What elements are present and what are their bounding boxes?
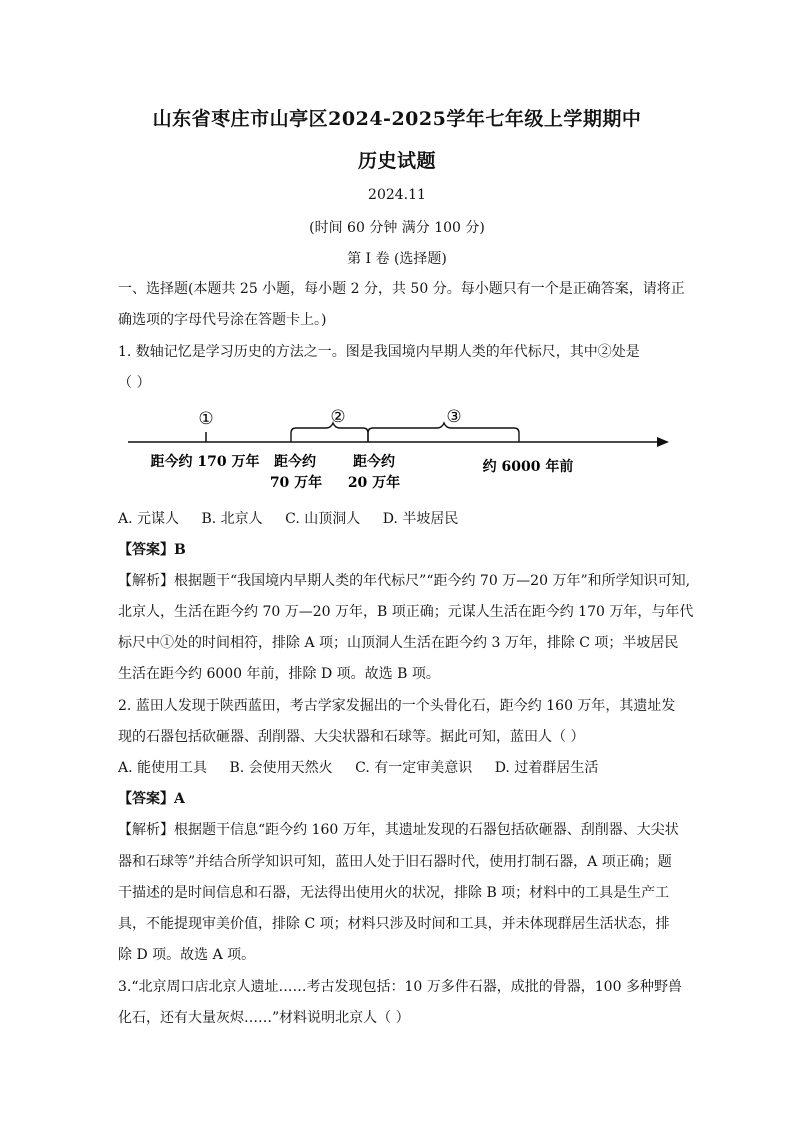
q1-timeline [0,395,794,495]
q1-analysis-4: 生活在距今约 6000 年前，排除 D 项。故选 B 项。 [118,666,440,682]
q1-analysis-1: 【解析】根据题干“我国境内早期人类的年代标尺”“距今约 70 万—20 万年”和所学知识可知, [118,573,691,589]
q1-answer: 【答案】B [118,542,186,558]
timeline-label-70-l1: 距今约 [274,454,316,470]
q1-option-d[interactable]: D. 半坡居民 [382,511,459,527]
timeline-marker-1: ① [198,409,214,429]
exam-volume: 第 I 卷 (选择题) [347,251,447,267]
q1-options [118,509,678,529]
q1-option-b[interactable]: B. 北京人 [201,511,263,527]
timeline-marker-3: ③ [446,407,462,427]
exam-title: 山东省枣庄市山亭区2024-2025学年七年级上学期期中 [152,108,642,130]
timeline-arrow [657,437,669,447]
q1-stem-1: 1. 数轴记忆是学习历史的方法之一。图是我国境内早期人类的年代标尺，其中②处是 [118,344,640,360]
q2-analysis-1: 【解析】根据题干信息“距今约 160 万年，其遗址发现的石器包括砍砸器、刮削器、大尖状 [118,822,679,838]
q2-option-d[interactable]: D. 过着群居生活 [494,760,599,776]
q2-options [118,758,678,778]
q3-stem-2: 化石，还有大量灰烬……”材料说明北京人（ ） [118,1010,410,1026]
exam-time-info: (时间 60 分钟 满分 100 分) [309,220,485,236]
q1-option-a[interactable]: A. 元谋人 [118,511,180,527]
q1-analysis-3: 标尺中①处的时间相符，排除 A 项；山顶洞人生活在距今约 3 万年，排除 C 项；半坡居民 [118,635,679,651]
q2-stem-2: 现的石器包括砍砸器、刮削器、大尖状器和石球等。据此可知，蓝田人（ ） [118,729,585,745]
timeline-bracket-3 [368,423,519,442]
q2-analysis-5: 除 D 项。故选 A 项。 [118,947,256,963]
section-instructions-2: 确选项的字母代号涂在答题卡上。) [118,312,327,328]
q1-stem-2: （ ） [118,375,151,391]
timeline-label-6000: 约 6000 年前 [482,459,574,475]
timeline-marker-2: ② [330,407,346,427]
q3-stem-1: 3.“北京周口店北京人遗址……考古发现包括：10 万多件石器，成批的骨器，100 多种野兽 [118,979,682,995]
q1-option-c[interactable]: C. 山顶洞人 [285,511,361,527]
timeline-label-170: 距今约 170 万年 [150,454,260,470]
timeline-label-70-l2: 70 万年 [269,475,323,491]
q2-option-c[interactable]: C. 有一定审美意识 [355,760,473,776]
q2-option-a[interactable]: A. 能使用工具 [118,760,208,776]
q2-option-b[interactable]: B. 会使用天然火 [229,760,333,776]
section-instructions-1: 一、选择题(本题共 25 小题，每小题 2 分，共 50 分。每小题只有一个是正确答案，请将正 [118,281,685,297]
exam-subject: 历史试题 [357,150,436,172]
exam-date: 2024.11 [368,187,426,203]
q2-stem-1: 2. 蓝田人发现于陕西蓝田，考古学家发掘出的一个头骨化石，距今约 160 万年，其遗址发 [118,698,676,714]
q2-analysis-3: 干描述的是时间信息和石器，无法得出使用火的状况，排除 B 项；材料中的工具是生产工 [118,885,670,901]
q2-answer: 【答案】A [118,791,185,807]
q1-analysis-2: 北京人，生活在距今约 70 万—20 万年，B 项正确；元谋人生活在距今约 170 万年，与年代 [118,604,694,620]
timeline-label-20-l1: 距今约 [353,454,395,470]
q2-analysis-2: 器和石球等”并结合所学知识可知，蓝田人处于旧石器时代，使用打制石器，A 项正确；题 [118,854,672,870]
q2-analysis-4: 具，不能提现审美价值，排除 C 项；材料只涉及时间和工具，并未体现群居生活状态，排 [118,916,670,932]
timeline-label-20-l2: 20 万年 [347,475,401,491]
